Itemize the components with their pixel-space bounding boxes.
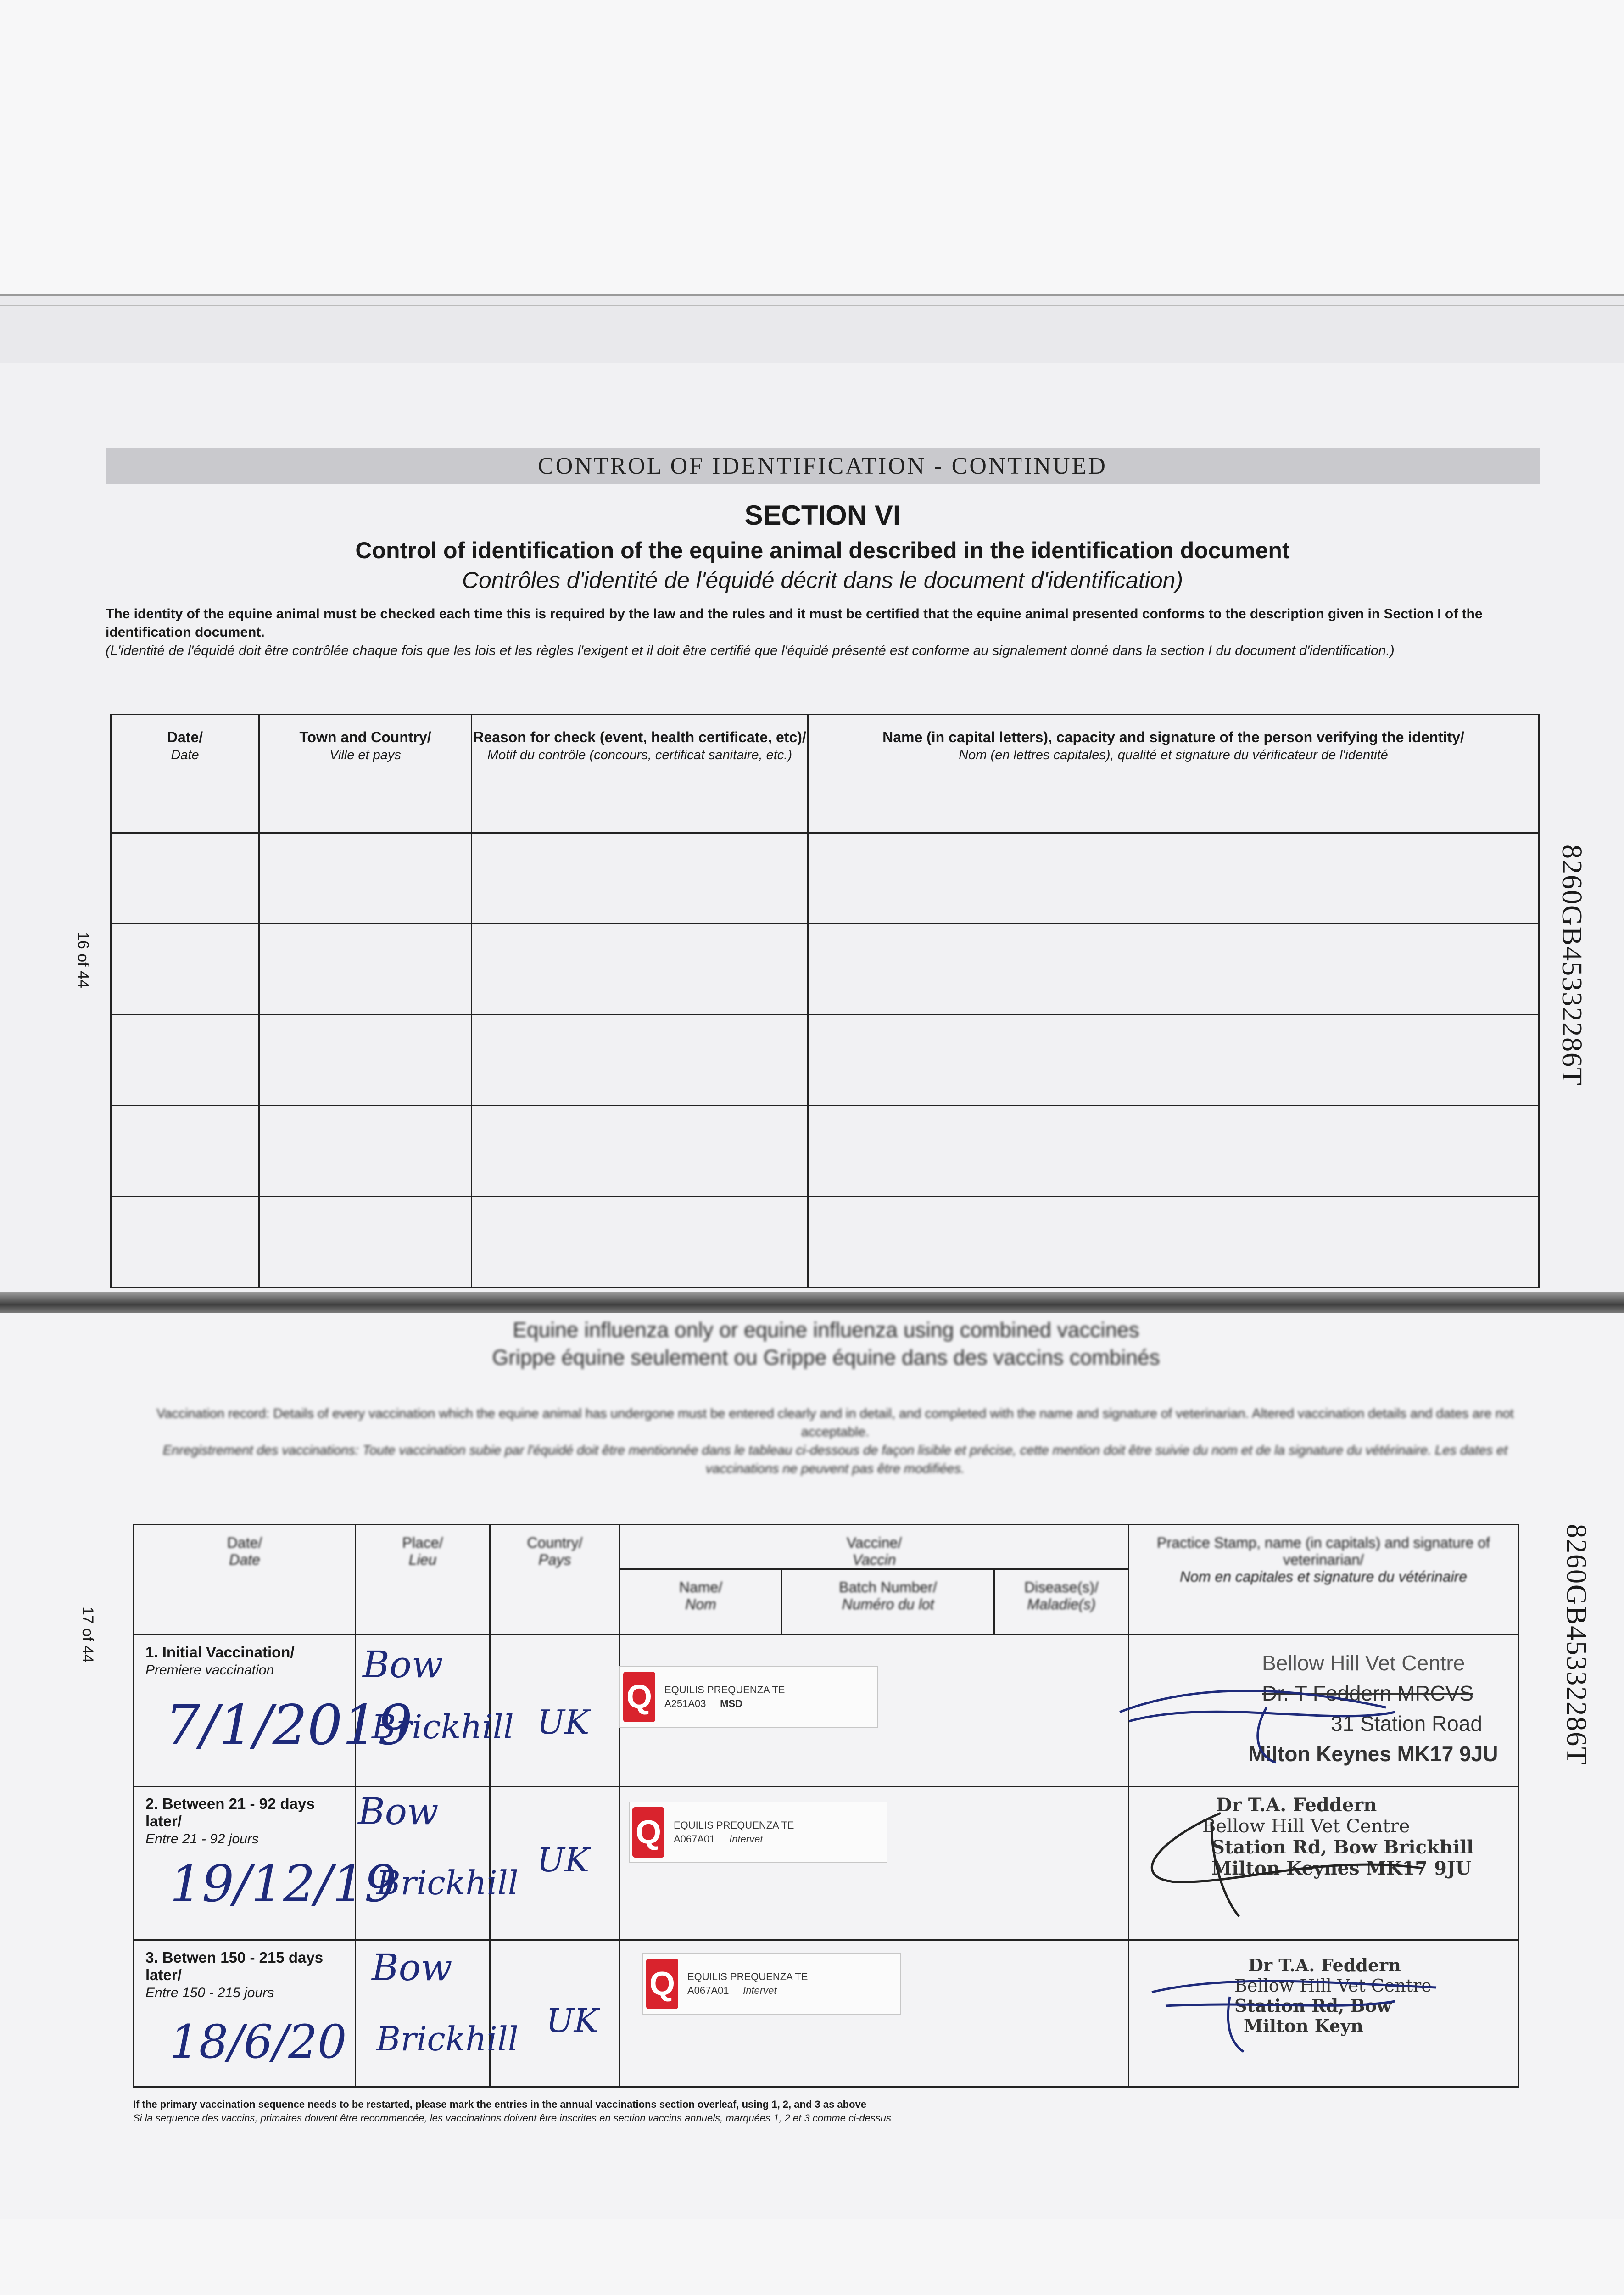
- handwritten-place: Brickhill: [376, 1864, 519, 1902]
- handwritten-country: UK: [546, 2001, 599, 2040]
- blurred-heading-en: Equine influenza only or equine influenza using combined vaccines: [513, 1318, 1139, 1342]
- serial-number: 8260GB45332286T: [1556, 845, 1587, 1086]
- page-number: 16 of 44: [74, 932, 92, 988]
- col-disease: Disease(s)/ Maladie(s): [994, 1569, 1129, 1635]
- intro-en: The identity of the equine animal must be checked each time this is required by the law and the rules and it must be certified that the equine animal presented conforms to the description given in Section I of the identification document.: [106, 606, 1483, 640]
- page-edge: [0, 294, 1624, 296]
- table-row: [111, 924, 1539, 1015]
- background-page: [0, 2219, 1624, 2295]
- col-name-signature: Name (in capital letters), capacity and signature of the person verifying the identity/ Nom (en lettres capitales), qualité et signature du vérificateur de l'identité: [808, 715, 1539, 833]
- vaccine-sticker: Q EQUILIS PREQUENZA TE A067A01 Intervet: [642, 1953, 901, 2015]
- footnote-fr: Si la sequence des vaccins, primaires doivent être recommencée, les vaccinations doivent être inscrites en section vaccins annuels, marquées 1, 2 et 3 comme ci-dessus: [133, 2112, 892, 2124]
- handwritten-place: Bow: [358, 1790, 439, 1833]
- footnote: [133, 2098, 1519, 2125]
- handwritten-place: Brickhill: [372, 1707, 514, 1746]
- vet-signature-icon: [1111, 1671, 1524, 1772]
- table-row: [111, 1197, 1539, 1287]
- handwritten-date: 19/12/19: [170, 1854, 397, 1913]
- handwritten-place: Bow: [363, 1643, 443, 1686]
- handwritten-date: 18/6/20: [170, 2015, 347, 2069]
- col-vaccine-name: Name/ Nom: [620, 1569, 782, 1635]
- col-stamp: Practice Stamp, name (in capitals) and signature of veterinarian/ Nom en capitales et signature du vétérinaire: [1129, 1525, 1518, 1635]
- handwritten-country: UK: [537, 1841, 590, 1879]
- section-title-en: Control of identification of the equine animal described in the identification document: [355, 537, 1290, 563]
- table-row: [111, 1015, 1539, 1106]
- brand-logo-icon: Q: [646, 1959, 678, 2009]
- vet-practice-stamp: Dr T.A. Feddern Bellow Hill Vet Centre Station Rd, Bow Brickhill Milton Keynes MK17 9JU: [1202, 1794, 1474, 1879]
- handwritten-date: 7/1/2019: [165, 1694, 413, 1758]
- page-edge: [0, 305, 1624, 306]
- intro-fr: (L'identité de l'équidé doit être contrôlée chaque fois que les lois et les règles l'exigent et il doit être certifié que l'équidé présenté est conforme au signalement donné dans la section I du document d'identification.): [106, 643, 1395, 658]
- col-vaccine: Vaccine/ Vaccin: [620, 1525, 1129, 1569]
- col-date: Date/ Date: [134, 1525, 356, 1635]
- background-page: [0, 0, 1624, 294]
- book-gutter: [0, 1292, 1624, 1315]
- blurred-record-en: Vaccination record: Details of every vaccination which the equine animal has undergone must be entered clearly and in detail, and completed with the name and signature of veterinarian. Altered vaccination details and dates are not acceptable.: [156, 1406, 1514, 1439]
- vet-signature-icon: [1101, 1804, 1514, 1923]
- handwritten-country: UK: [537, 1703, 590, 1741]
- footnote-en: If the primary vaccination sequence needs to be restarted, please mark the entries in the annual vaccinations section overleaf, using 1, 2, and 3 as above: [133, 2099, 867, 2110]
- vet-signature-icon: [1138, 1965, 1551, 2056]
- vet-practice-stamp: Dr T.A. Feddern Bellow Hill Vet Centre Station Rd, Bow Milton Keyn: [1234, 1955, 1432, 2036]
- vaccine-sticker: Q EQUILIS PREQUENZA TE A067A01 Intervet: [629, 1802, 887, 1863]
- brand-logo-icon: Q: [632, 1807, 664, 1858]
- col-place: Place/ Lieu: [356, 1525, 490, 1635]
- col-batch: Batch Number/ Numéro du lot: [782, 1569, 994, 1635]
- handwritten-place: Brickhill: [376, 2020, 519, 2058]
- section-number: SECTION VI: [744, 500, 901, 531]
- vet-practice-stamp: Bellow Hill Vet Centre Dr. T Feddern MRCVS 31 Station Road Milton Keynes MK17 9JU: [1248, 1651, 1498, 1766]
- row-label: 1. Initial Vaccination/ Premiere vaccination: [134, 1635, 356, 1786]
- brand-logo-icon: Q: [623, 1672, 655, 1722]
- band-title: CONTROL OF IDENTIFICATION - CONTINUED: [538, 453, 1107, 479]
- identification-check-table: [110, 714, 1540, 1288]
- vaccine-sticker: Q EQUILIS PREQUENZA TE A251A03 MSD: [619, 1666, 878, 1728]
- row-label: 3. Betwen 150 - 215 days later/ Entre 150 - 215 jours: [134, 1940, 356, 2087]
- serial-number: 8260GB45332286T: [1561, 1524, 1592, 1765]
- intro-text: [106, 605, 1519, 660]
- handwritten-place: Bow: [372, 1946, 452, 1989]
- table-row: [111, 833, 1539, 924]
- col-reason: Reason for check (event, health certificate, etc)/ Motif du contrôle (concours, certificat sanitaire, etc.): [472, 715, 808, 833]
- page-number: 17 of 44: [79, 1606, 96, 1663]
- section-title-fr: Contrôles d'identité de l'équidé décrit dans le document d'identification): [462, 567, 1183, 593]
- section-band: [106, 448, 1540, 484]
- blurred-record-fr: Enregistrement des vaccinations: Toute vaccination subie par l'équidé doit être mentionnée dans le tableau ci-dessous de façon lisible et précise, cette mention doit être suivie du nom et de la signature du vétérinaire. Les dates et vaccinations ne peuvent pas être modifiées.: [162, 1443, 1508, 1476]
- row-label: 2. Between 21 - 92 days later/ Entre 21 - 92 jours: [134, 1786, 356, 1940]
- col-country: Country/ Pays: [490, 1525, 620, 1635]
- col-town-country: Town and Country/ Ville et pays: [259, 715, 472, 833]
- table-row: [111, 1106, 1539, 1197]
- blurred-heading-fr: Grippe équine seulement ou Grippe équine dans des vaccins combinés: [492, 1345, 1160, 1369]
- col-date: Date/ Date: [111, 715, 259, 833]
